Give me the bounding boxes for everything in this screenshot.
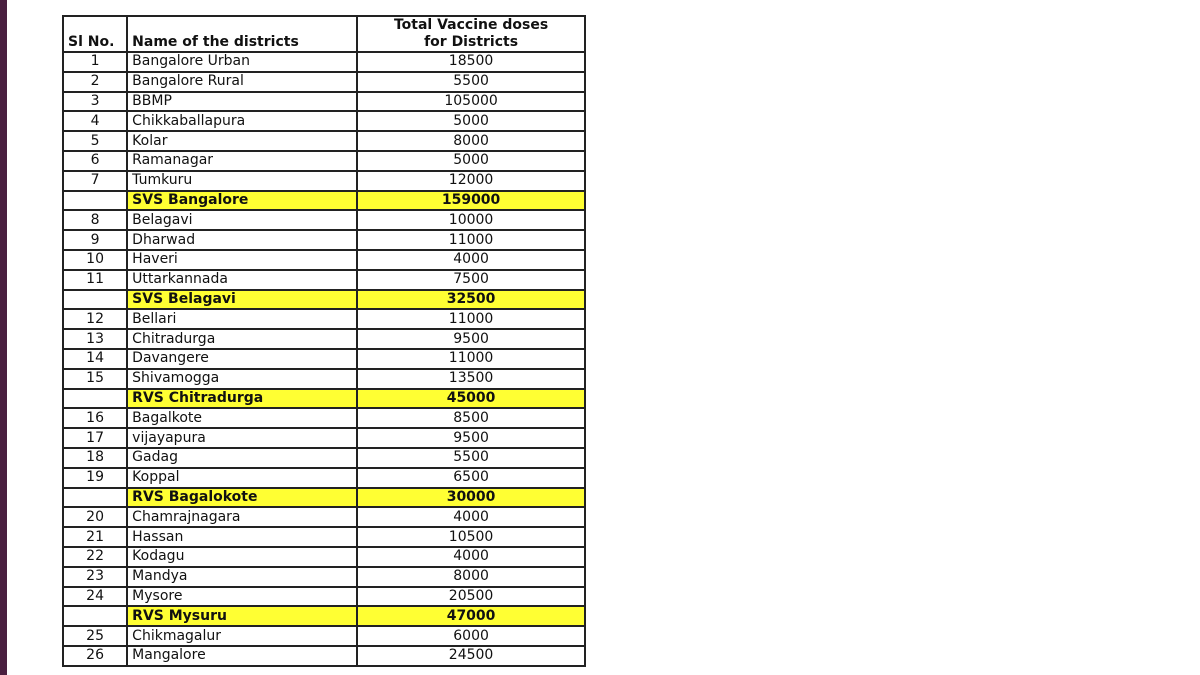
table-row	[63, 349, 585, 369]
header-doses-line1: Total Vaccine doses	[393, 17, 549, 33]
table-row	[63, 151, 585, 171]
sl-no-cell: 15	[63, 369, 127, 389]
table-row	[63, 547, 585, 567]
doses-cell: 7500	[357, 270, 585, 290]
sl-no-cell: 1	[63, 52, 127, 72]
district-name-cell: Mangalore	[127, 646, 357, 666]
doses-cell: 32500	[357, 290, 585, 310]
sl-no-cell: 26	[63, 646, 127, 666]
table-row	[63, 369, 585, 389]
district-name-cell: Chikmagalur	[127, 626, 357, 646]
sl-no-cell: 23	[63, 567, 127, 587]
district-name-cell: Haveri	[127, 250, 357, 270]
district-name-cell: Uttarkannada	[127, 270, 357, 290]
doses-cell: 47000	[357, 606, 585, 626]
doses-cell: 30000	[357, 488, 585, 508]
district-name-cell: vijayapura	[127, 428, 357, 448]
district-name-cell: Shivamogga	[127, 369, 357, 389]
table-row	[63, 468, 585, 488]
doses-cell: 11000	[357, 309, 585, 329]
table-row	[63, 329, 585, 349]
header-doses-line2: for Districts	[424, 34, 519, 50]
district-name-cell: Ramanagar	[127, 151, 357, 171]
sl-no-cell: 10	[63, 250, 127, 270]
table-row	[63, 408, 585, 428]
table-row	[63, 309, 585, 329]
district-name-cell: SVS Belagavi	[127, 290, 357, 310]
district-name-cell: Chamrajnagara	[127, 507, 357, 527]
doses-cell: 9500	[357, 329, 585, 349]
doses-cell: 9500	[357, 428, 585, 448]
district-name-cell: Bagalkote	[127, 408, 357, 428]
doses-cell: 12000	[357, 171, 585, 191]
district-name-cell: RVS Bagalokote	[127, 488, 357, 508]
sl-no-cell: 17	[63, 428, 127, 448]
doses-cell: 5000	[357, 111, 585, 131]
doses-cell: 6500	[357, 468, 585, 488]
doses-cell: 4000	[357, 250, 585, 270]
doses-cell: 13500	[357, 369, 585, 389]
header-row	[63, 16, 585, 52]
doses-cell: 5000	[357, 151, 585, 171]
table-row	[63, 72, 585, 92]
district-name-cell: Bangalore Urban	[127, 52, 357, 72]
doses-cell: 10000	[357, 210, 585, 230]
table-row	[63, 507, 585, 527]
table-body	[63, 52, 585, 666]
doses-cell: 8000	[357, 131, 585, 151]
doses-cell: 8000	[357, 567, 585, 587]
sl-no-cell: 7	[63, 171, 127, 191]
district-name-cell: Bellari	[127, 309, 357, 329]
table-row	[63, 428, 585, 448]
table-row	[63, 52, 585, 72]
sl-no-cell: 14	[63, 349, 127, 369]
district-name-cell: RVS Chitradurga	[127, 389, 357, 409]
doses-cell: 5500	[357, 72, 585, 92]
doses-cell: 24500	[357, 646, 585, 666]
sl-no-cell: 25	[63, 626, 127, 646]
table-row	[63, 171, 585, 191]
doses-cell: 11000	[357, 230, 585, 250]
table-row	[63, 250, 585, 270]
header-district-name: Name of the districts	[127, 16, 357, 52]
doses-cell: 105000	[357, 92, 585, 112]
sl-no-cell: 13	[63, 329, 127, 349]
district-name-cell: RVS Mysuru	[127, 606, 357, 626]
district-name-cell: Dharwad	[127, 230, 357, 250]
subtotal-row	[63, 290, 585, 310]
doses-cell: 8500	[357, 408, 585, 428]
doses-cell: 4000	[357, 547, 585, 567]
table-row	[63, 567, 585, 587]
doses-cell: 20500	[357, 587, 585, 607]
vaccine-doses-table	[62, 15, 586, 667]
doses-cell: 10500	[357, 527, 585, 547]
table-row	[63, 646, 585, 666]
sl-no-cell: 19	[63, 468, 127, 488]
sl-no-cell: 8	[63, 210, 127, 230]
district-name-cell: Davangere	[127, 349, 357, 369]
district-name-cell: Kodagu	[127, 547, 357, 567]
sl-no-cell: 5	[63, 131, 127, 151]
sl-no-cell: 18	[63, 448, 127, 468]
district-name-cell: Chitradurga	[127, 329, 357, 349]
district-name-cell: Belagavi	[127, 210, 357, 230]
subtotal-row	[63, 606, 585, 626]
sl-no-cell	[63, 191, 127, 211]
subtotal-row	[63, 488, 585, 508]
district-name-cell: Chikkaballapura	[127, 111, 357, 131]
table-row	[63, 111, 585, 131]
doses-cell: 45000	[357, 389, 585, 409]
subtotal-row	[63, 191, 585, 211]
doses-cell: 4000	[357, 507, 585, 527]
table-row	[63, 626, 585, 646]
district-name-cell: BBMP	[127, 92, 357, 112]
table-row	[63, 131, 585, 151]
sl-no-cell	[63, 488, 127, 508]
header-sl-no: Sl No.	[63, 16, 127, 52]
table-row	[63, 587, 585, 607]
table-row	[63, 270, 585, 290]
district-name-cell: Mandya	[127, 567, 357, 587]
table-row	[63, 448, 585, 468]
subtotal-row	[63, 389, 585, 409]
doses-cell: 18500	[357, 52, 585, 72]
district-name-cell: Bangalore Rural	[127, 72, 357, 92]
sl-no-cell: 21	[63, 527, 127, 547]
sl-no-cell: 3	[63, 92, 127, 112]
header-total-doses	[357, 16, 585, 52]
sl-no-cell: 9	[63, 230, 127, 250]
sl-no-cell: 2	[63, 72, 127, 92]
district-name-cell: Hassan	[127, 527, 357, 547]
sl-no-cell: 6	[63, 151, 127, 171]
district-name-cell: Koppal	[127, 468, 357, 488]
district-name-cell: Mysore	[127, 587, 357, 607]
sl-no-cell: 24	[63, 587, 127, 607]
table-row	[63, 230, 585, 250]
sl-no-cell: 20	[63, 507, 127, 527]
district-name-cell: Tumkuru	[127, 171, 357, 191]
sl-no-cell: 12	[63, 309, 127, 329]
district-name-cell: SVS Bangalore	[127, 191, 357, 211]
sl-no-cell	[63, 606, 127, 626]
table-header	[63, 16, 585, 52]
doses-cell: 5500	[357, 448, 585, 468]
sl-no-cell: 22	[63, 547, 127, 567]
district-name-cell: Kolar	[127, 131, 357, 151]
table-row	[63, 210, 585, 230]
district-name-cell: Gadag	[127, 448, 357, 468]
table-row	[63, 527, 585, 547]
sl-no-cell	[63, 389, 127, 409]
left-edge-bar	[0, 0, 7, 675]
doses-cell: 11000	[357, 349, 585, 369]
doses-cell: 6000	[357, 626, 585, 646]
sl-no-cell: 4	[63, 111, 127, 131]
doses-cell: 159000	[357, 191, 585, 211]
sl-no-cell: 16	[63, 408, 127, 428]
sl-no-cell: 11	[63, 270, 127, 290]
sl-no-cell	[63, 290, 127, 310]
table-row	[63, 92, 585, 112]
